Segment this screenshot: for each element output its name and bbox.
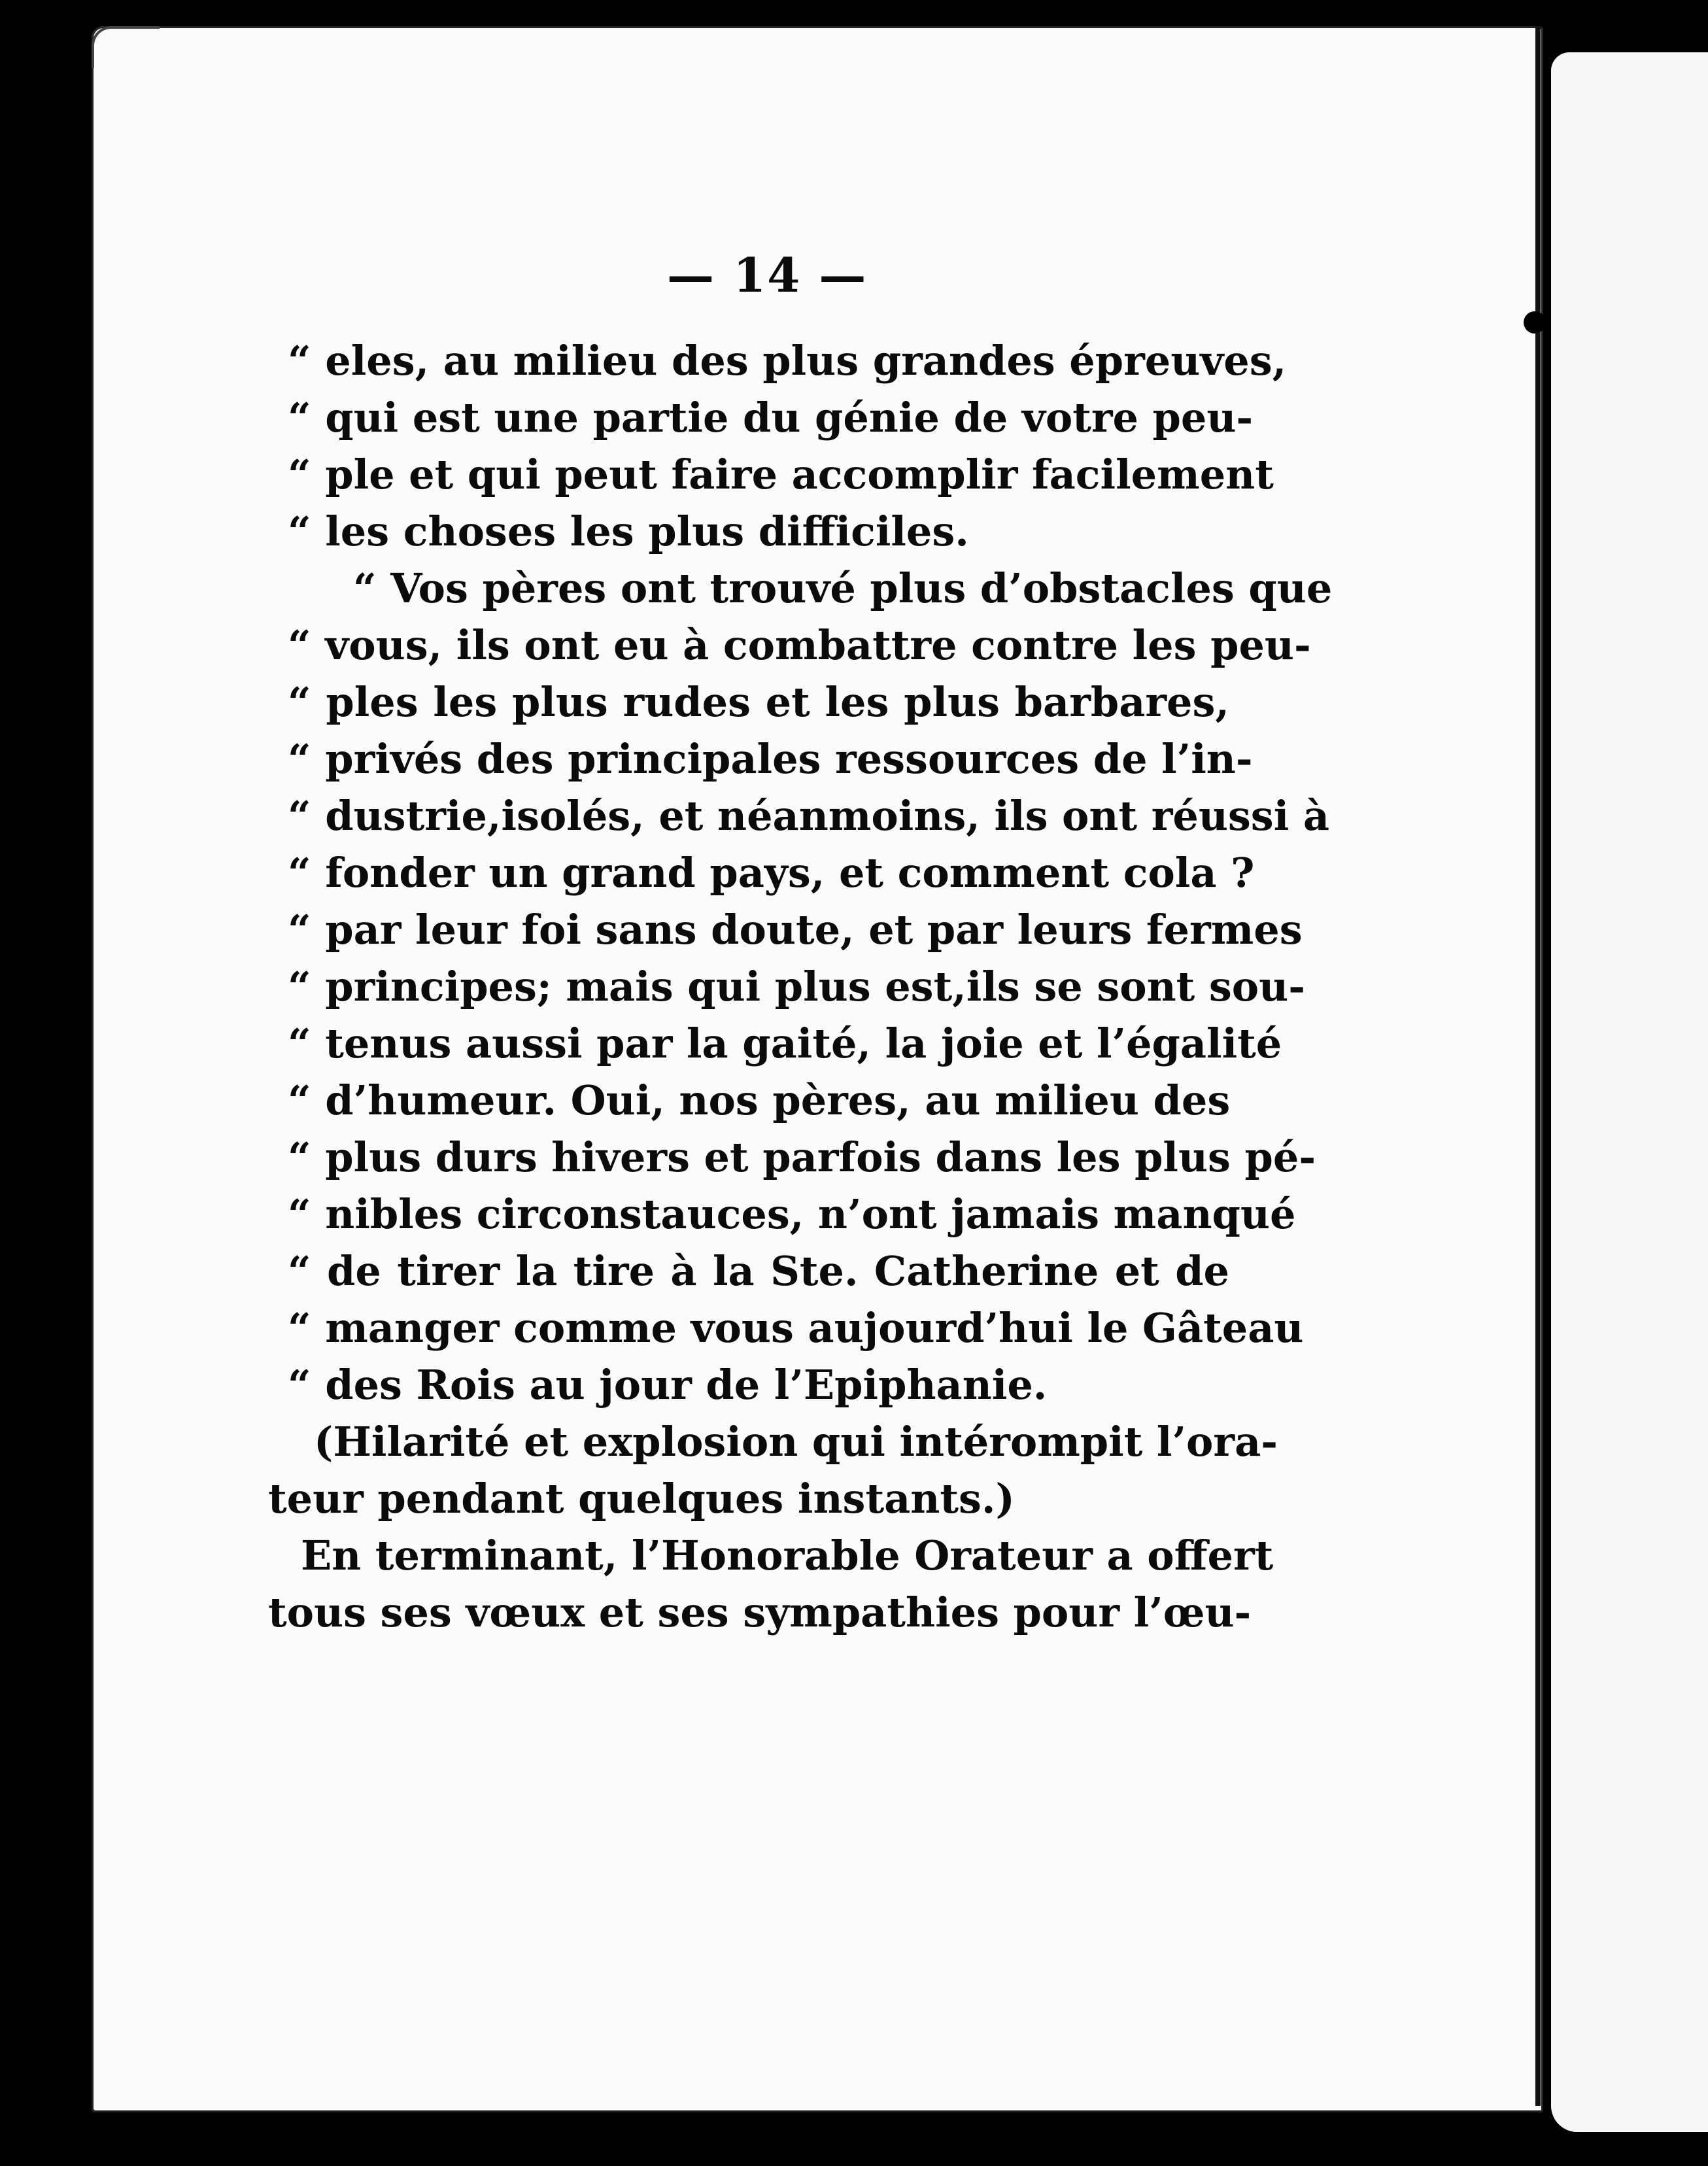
text-line: “ manger comme vous aujourd’hui le Gâteau	[288, 1304, 1304, 1352]
text-line: “ privés des principales ressources de l’in-	[288, 735, 1253, 783]
text-line: “ eles, au milieu des plus grandes épreuves,	[288, 337, 1287, 385]
body-text	[268, 332, 1333, 1641]
adjacent-page	[1551, 52, 1708, 2132]
text-line: “ par leur foi sans doute, et par leurs fermes	[288, 906, 1303, 954]
page-edge-mark	[1524, 311, 1546, 334]
page-edge	[1535, 26, 1541, 2106]
page-corner	[92, 26, 160, 68]
text-line: “ tenus aussi par la gaité, la joie et l’égalité	[288, 1020, 1282, 1067]
text-line: teur pendant quelques instants.)	[268, 1475, 1015, 1522]
text-line: “ vous, ils ont eu à combattre contre les peu-	[288, 621, 1311, 669]
text-line: “ plus durs hivers et parfois dans les plus pé-	[288, 1133, 1316, 1181]
text-line: (Hilarité et explosion qui intérompit l’ora-	[314, 1418, 1278, 1466]
page-number: — 14 —	[667, 247, 868, 303]
text-line: tous ses vœux et ses sympathies pour l’œu-	[268, 1589, 1252, 1636]
text-line: “ fonder un grand pays, et comment cola ?	[288, 849, 1255, 897]
text-line: “ Vos pères ont trouvé plus d’obstacles que	[353, 564, 1333, 612]
text-line: “ des Rois au jour de l’Epiphanie.	[288, 1361, 1048, 1409]
text-line: “ les choses les plus difficiles.	[288, 507, 969, 555]
text-line: “ qui est une partie du génie de votre peu-	[288, 394, 1254, 441]
text-line: “ dustrie,isolés, et néanmoins, ils ont réussi à	[288, 792, 1330, 840]
text-line: “ nibles circonstauces, n’ont jamais manqué	[288, 1190, 1296, 1238]
text-line: “ principes; mais qui plus est,ils se sont sou-	[288, 963, 1305, 1010]
text-line: En terminant, l’Honorable Orateur a offert	[301, 1532, 1274, 1579]
text-line: “ d’humeur. Oui, nos pères, au milieu des	[288, 1076, 1231, 1124]
text-line: “ de tirer la tire à la Ste. Catherine et de	[288, 1247, 1229, 1295]
text-line: “ ple et qui peut faire accomplir facilement	[288, 451, 1274, 498]
text-line: “ ples les plus rudes et les plus barbares,	[288, 678, 1229, 726]
